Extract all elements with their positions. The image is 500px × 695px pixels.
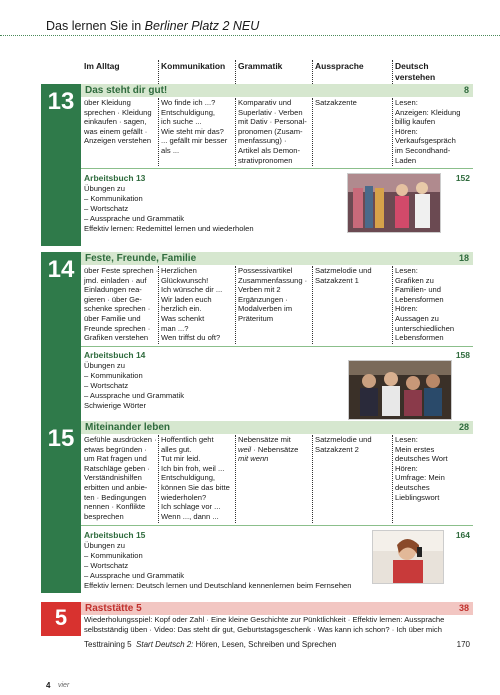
arbeitsbuch-15-title: Arbeitsbuch 15 (84, 530, 146, 540)
unit-13-border (81, 84, 473, 169)
testtraining-row: Testtraining 5 Start Deutsch 2: Hören, Lesen, Schreiben und Sprechen (84, 640, 337, 649)
unit-14-border (81, 252, 473, 347)
divider (392, 60, 393, 84)
title-rule (0, 35, 500, 36)
col-grammatik: Grammatik (238, 61, 283, 71)
unit-13-title: Das steht dir gut! (85, 85, 168, 96)
arbeitsbuch-13-page: 152 (455, 173, 470, 183)
unit-15-alltag: Gefühle ausdrücken · etwas begründen · um Rat fragen und Ratschläge geben · Verständnishilfen erbitten und anbie- ten · Bedingungen nennen · Konflikte besprechen (84, 435, 157, 521)
arbeitsbuch-15-page: 164 (455, 530, 470, 540)
unit-14-kommunikation: Herzlichen Glückwunsch! Ich wünsche dir ... Wir laden euch herzlich ein. Was schenkt man ...? Wen triffst du oft? (161, 266, 223, 343)
photo-family-group (348, 360, 452, 420)
page-title: Das lernen Sie in Berliner Platz 2 NEU (46, 19, 260, 33)
unit-13-alltag: über Kleidung sprechen · Kleidung einkaufen · sagen, was einem gefällt · Anzeigen verstehen (84, 98, 152, 146)
col-kommunikation: Kommunikation (161, 61, 226, 71)
arbeitsbuch-14-list: Übungen zu – Kommunikation – Wortschatz – Aussprache und Grammatik Schwierige Wörter (84, 361, 185, 410)
unit-15-border (81, 421, 473, 526)
col-aussprache: Aussprache (315, 61, 364, 71)
unit-13-kommunikation: Wo finde ich ...? Entschuldigung, ich suche ... Wie steht mir das? ... gefällt mir besser als ... (161, 98, 228, 155)
raststaette-page: 38 (458, 603, 469, 613)
unit-14-verstehen: Lesen: Grafiken zu Familien- und Lebensformen Hören: Aussagen zu unterschiedlichen Lebensformen (395, 266, 455, 343)
testtraining-page: 170 (456, 640, 470, 649)
divider (235, 60, 236, 84)
col-deutsch-verstehen: Deutsch verstehen (395, 61, 436, 82)
unit-14-number: 14 (41, 252, 81, 435)
unit-15-aussprache: Satzmelodie und Satzakzent 2 (315, 435, 372, 454)
unit-13-grammatik: Komparativ und Superlativ · Verben mit Dativ · Personal- pronomen (Zusam- menfassung) · Artikel als Demon- strativpronomen (238, 98, 307, 165)
page-number-word: vier (58, 682, 70, 689)
unit-13-verstehen: Lesen: Anzeigen: Kleidung billig kaufen Hören: Verkaufsgespräch im Secondhand- Laden (395, 98, 461, 165)
arbeitsbuch-13-list: Übungen zu – Kommunikation – Wortschatz – Aussprache und Grammatik Effektiv lernen: Redemittel lernen und wiederholen (84, 184, 254, 233)
photo-woman-phone (372, 530, 444, 584)
unit-15-title: Miteinander leben (85, 422, 171, 433)
unit-13-number: 13 (41, 84, 81, 246)
unit-14-title: Feste, Freunde, Familie (85, 253, 197, 264)
page-number: 4 (46, 681, 51, 690)
arbeitsbuch-14-page: 158 (455, 350, 470, 360)
unit-14-aussprache: Satzmelodie und Satzakzent 1 (315, 266, 372, 285)
unit-15-verstehen: Lesen: Mein erstes deutsches Wort Hören: Umfrage: Mein deutsches Lieblingswort (395, 435, 448, 502)
unit-15-grammatik: Nebensätze mit weil · Nebensätze mit wenn (238, 435, 299, 464)
unit-14-alltag: über Feste sprechen · jmd. einladen · auf Einladungen rea- gieren · über Ge- schenke sprechen · über Familie und Freunde sprechen · Grafiken verstehen (84, 266, 159, 343)
raststaette-number: 5 (41, 602, 81, 636)
arbeitsbuch-13-title: Arbeitsbuch 13 (84, 173, 146, 183)
raststaette-header (81, 602, 473, 615)
raststaette-title: Raststätte 5 (85, 603, 142, 614)
col-im-alltag: Im Alltag (84, 61, 120, 71)
unit-14-page: 18 (458, 253, 469, 263)
unit-15-page: 28 (458, 422, 469, 432)
unit-13-page: 8 (463, 85, 469, 95)
unit-15-number: 15 (41, 421, 81, 593)
unit-13-aussprache: Satzakzente (315, 98, 357, 107)
unit-14-grammatik: Possessivartikel Zusammenfassung · Verben mit 2 Ergänzungen · Modalverben im Präteritum (238, 266, 308, 323)
photo-clothing-shop (347, 173, 441, 233)
divider (158, 60, 159, 84)
arbeitsbuch-15-list: Übungen zu – Kommunikation – Wortschatz – Aussprache und Grammatik Effektiv lernen: Deutsch lernen und Deutschland kennenlernen beim Fernsehen (84, 541, 352, 590)
divider (312, 60, 313, 84)
unit-15-kommunikation: Hoffentlich geht alles gut. Tut mir leid. Ich bin froh, weil ... Entschuldigung, können Sie das bitte wiederholen? Ich schlage vor ... Wenn ..., dann ... (161, 435, 230, 521)
arbeitsbuch-14-title: Arbeitsbuch 14 (84, 350, 146, 360)
raststaette-text: Wiederholungsspiel: Kopf oder Zahl · Eine kleine Geschichte zur Pünktlichkeit · Effektiv lernen: Aussprache selbstständig üben · Video: Das steht dir gut, Geburtstagsgeschenk · Was kann ich schon? · Ich über mich (84, 615, 445, 634)
